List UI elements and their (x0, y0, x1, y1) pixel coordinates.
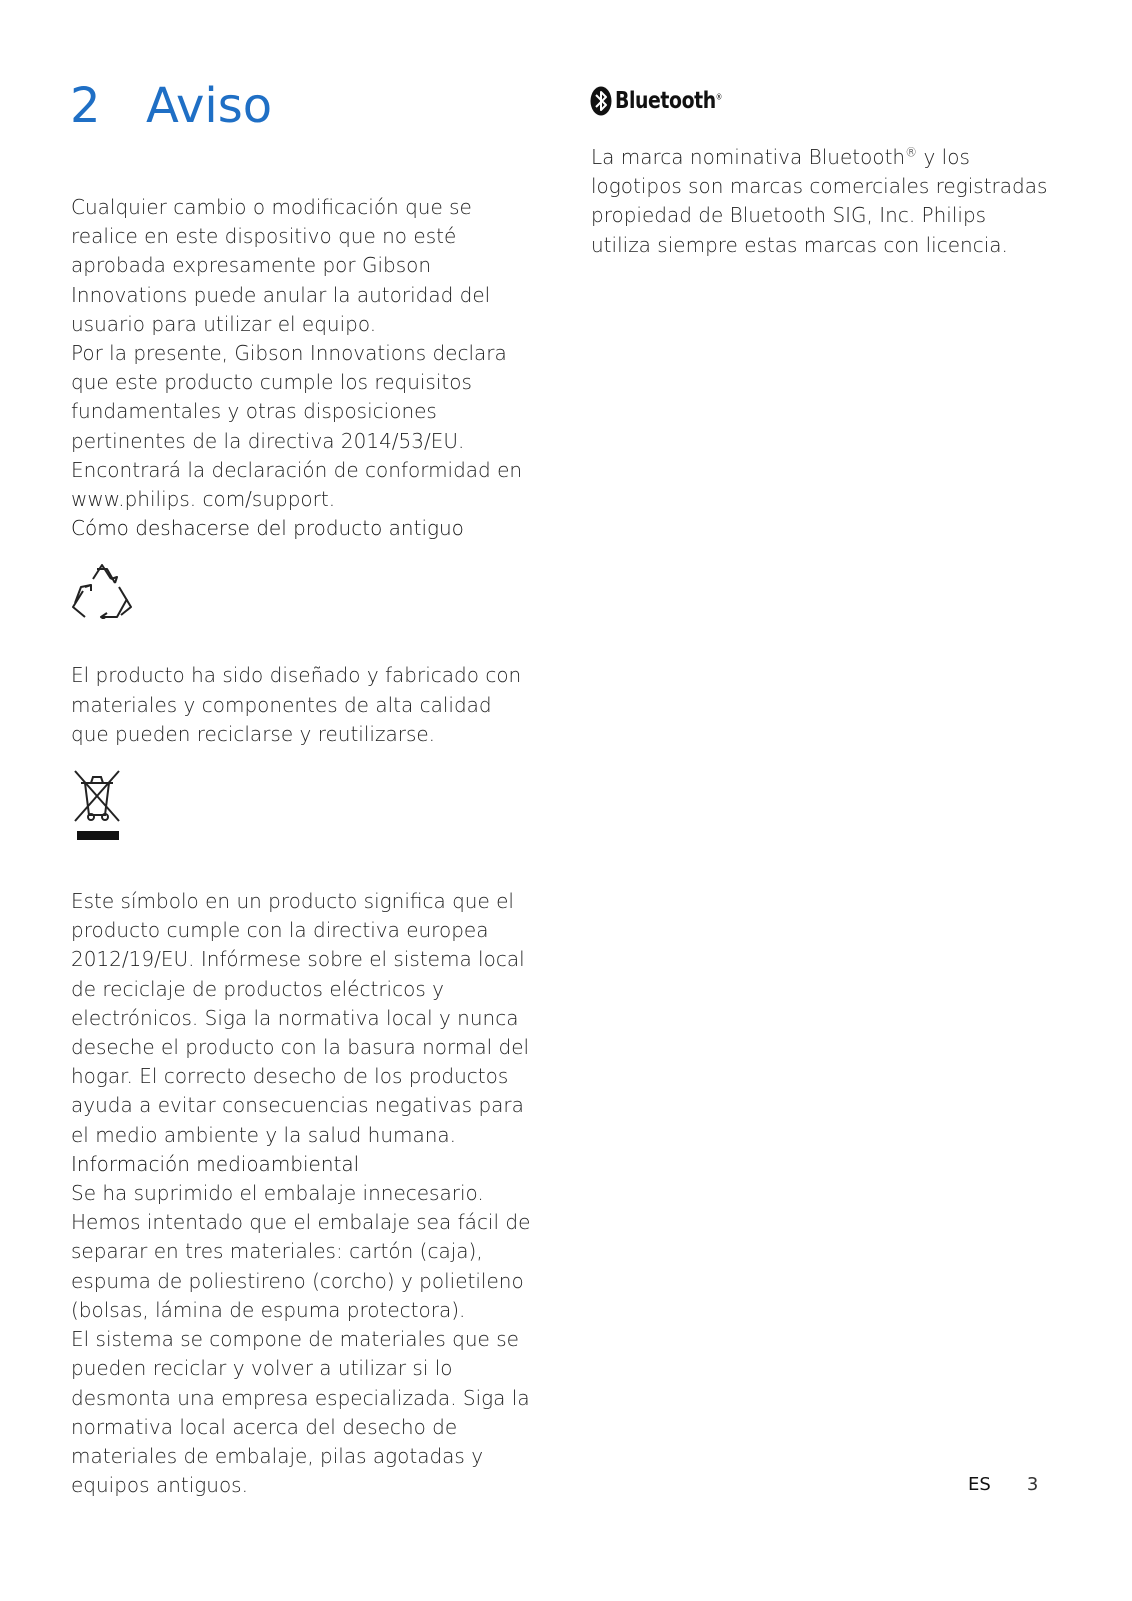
bluetooth-wordmark: Bluetooth® (615, 88, 722, 114)
left-column (71, 193, 531, 1500)
weee-paragraph: Este símbolo en un producto significa que el producto cumple con la directiva europea 2012/19/EU. Infórmese sobre el sistema local de reciclaje de productos eléctricos y electrónicos. Siga la normativa local y nunca deseche el producto con la basura normal del hogar. El correcto desecho de los productos ayuda a evitar consecuencias negativas para el medio ambiente y la salud humana. (71, 889, 530, 1147)
recycle-icon (71, 563, 133, 619)
language-code: ES (968, 1474, 991, 1495)
modification-warning: Cualquier cambio o modificación que se realice en este dispositivo que no esté aprobada expresamente por Gibson Innovations puede anular la autoridad del usuario para utilizar el equipo. (71, 195, 491, 336)
bluetooth-logo (590, 86, 745, 116)
packaging-paragraph: Se ha suprimido el embalaje innecesario. Hemos intentado que el embalaje sea fácil de separar en tres materiales: cartón (caja), espuma de poliestireno (corcho) y polietileno (bolsas, lámina de espuma protectora). (71, 1181, 531, 1322)
section-heading (70, 74, 272, 138)
recycle-icon-block (71, 543, 531, 661)
page-number: 3 (1026, 1474, 1039, 1495)
weee-icon-block (71, 749, 531, 887)
disposal-heading: Cómo deshacerse del producto antiguo (71, 516, 464, 541)
recycling-system-paragraph: El sistema se compone de materiales que se pueden reciclar y volver a utilizar si lo desmonta una empresa especializada. Siga la normativa local acerca del desecho de materiales de embalaje, pilas agotadas y equipos antiguos. (71, 1327, 530, 1498)
bluetooth-trademark-paragraph: La marca nominativa Bluetooth® y los logotipos son marcas comerciales registradas propiedad de Bluetooth SIG, Inc. Philips utiliza siempre estas marcas con licencia. (591, 145, 1048, 257)
crossed-out-bin-icon (71, 769, 123, 841)
bluetooth-icon (590, 86, 612, 116)
section-title: Aviso (146, 78, 273, 134)
environmental-heading: Información medioambiental (71, 1151, 360, 1176)
materials-paragraph: El producto ha sido diseñado y fabricado con materiales y componentes de alta calidad que pueden reciclarse y reutilizarse. (71, 663, 522, 746)
conformity-declaration: Por la presente, Gibson Innovations declara que este producto cumple los requisitos fundamentales y otras disposiciones pertinentes de la directiva 2014/53/EU. Encontrará la declaración de conformidad en www.philips. com/support. (71, 341, 523, 512)
page-footer (968, 1474, 1038, 1495)
section-number: 2 (70, 78, 101, 134)
right-column (591, 143, 1051, 260)
